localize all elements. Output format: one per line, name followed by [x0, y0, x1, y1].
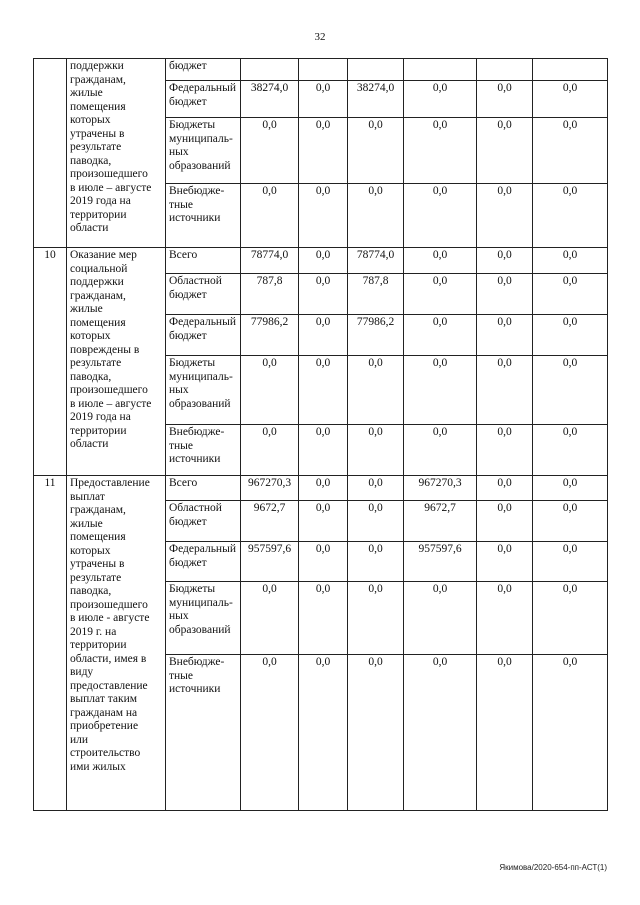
amount-cell: 38274,0: [348, 81, 404, 118]
amount-cell: 0,0: [477, 425, 533, 476]
amount-cell: [404, 59, 477, 81]
measure-name-line: утрачены в: [70, 558, 125, 570]
row-index: 10: [34, 248, 67, 476]
table-row: [34, 248, 608, 274]
measure-name-line: жилые: [70, 517, 103, 530]
measure-name-line: жилые: [70, 87, 103, 99]
measure-name-line: в июле – августе: [70, 397, 152, 410]
amount-cell: 0,0: [404, 248, 477, 274]
amount-cell: 0,0: [299, 542, 348, 582]
amount-cell: 0,0: [404, 184, 477, 248]
measure-name-line: ими жилых: [70, 760, 126, 773]
amount-cell: 0,0: [299, 81, 348, 118]
amount-cell: [533, 59, 608, 81]
measure-name-line: территории: [70, 424, 127, 437]
measure-name-line: гражданам,: [70, 73, 126, 86]
funding-source: Федеральный бюджет: [166, 542, 241, 582]
amount-cell: 0,0: [404, 425, 477, 476]
measure-name-line: 2019 года на: [70, 411, 131, 423]
measure-name-line: результате: [70, 141, 122, 153]
amount-cell: 0,0: [241, 118, 299, 184]
amount-cell: 0,0: [241, 655, 299, 811]
funding-source: Бюджеты муниципаль-ных образований: [166, 356, 241, 425]
amount-cell: 0,0: [477, 118, 533, 184]
amount-cell: 0,0: [404, 81, 477, 118]
amount-cell: 0,0: [533, 655, 608, 811]
amount-cell: 0,0: [533, 248, 608, 274]
amount-cell: 0,0: [299, 425, 348, 476]
measure-name-line: результате: [70, 357, 122, 369]
amount-cell: 0,0: [348, 582, 404, 655]
measure-name: [67, 476, 166, 811]
measure-name-line: Оказание мер: [70, 249, 137, 261]
measure-name-line: которых: [70, 114, 111, 126]
measure-name-line: виду: [70, 666, 94, 678]
measure-name-line: области: [70, 438, 109, 450]
amount-cell: 967270,3: [404, 476, 477, 501]
amount-cell: 9672,7: [241, 501, 299, 542]
amount-cell: 957597,6: [241, 542, 299, 582]
amount-cell: 0,0: [533, 81, 608, 118]
funding-source: Всего: [166, 476, 241, 501]
amount-cell: [348, 59, 404, 81]
amount-cell: 0,0: [348, 655, 404, 811]
amount-cell: 78774,0: [241, 248, 299, 274]
measure-name-line: 2019 года на: [70, 195, 131, 207]
amount-cell: [299, 59, 348, 81]
measure-name-line: территории: [70, 208, 127, 221]
measure-name-line: жилые: [70, 303, 103, 315]
measure-name-line: утрачены в: [70, 127, 125, 140]
amount-cell: 0,0: [477, 81, 533, 118]
amount-cell: 0,0: [404, 118, 477, 184]
measure-name-line: области: [70, 222, 109, 234]
table-row: [34, 476, 608, 501]
measure-name-line: приобретение: [70, 720, 139, 732]
measure-name: [67, 59, 166, 248]
amount-cell: 967270,3: [241, 476, 299, 501]
amount-cell: 0,0: [533, 582, 608, 655]
funding-source: Областной бюджет: [166, 274, 241, 315]
amount-cell: 9672,7: [404, 501, 477, 542]
measure-name-line: повреждены в: [70, 343, 140, 356]
amount-cell: 0,0: [533, 501, 608, 542]
measure-name-line: паводка,: [70, 585, 112, 597]
measure-name-line: поддержки: [70, 276, 124, 288]
amount-cell: 0,0: [348, 501, 404, 542]
amount-cell: 0,0: [533, 184, 608, 248]
amount-cell: 0,0: [348, 542, 404, 582]
amount-cell: 0,0: [299, 655, 348, 811]
amount-cell: 0,0: [348, 118, 404, 184]
amount-cell: 0,0: [477, 582, 533, 655]
amount-cell: 787,8: [348, 274, 404, 315]
amount-cell: 0,0: [477, 184, 533, 248]
amount-cell: 0,0: [299, 274, 348, 315]
amount-cell: 0,0: [404, 655, 477, 811]
measure-name-line: гражданам,: [70, 289, 126, 302]
amount-cell: 0,0: [533, 356, 608, 425]
measure-name-line: области, имея в: [70, 652, 147, 665]
measure-name-line: строительство: [70, 747, 141, 759]
measure-name-line: произошедшего: [70, 598, 148, 611]
amount-cell: 0,0: [348, 184, 404, 248]
measure-name-line: произошедшего: [70, 168, 148, 180]
amount-cell: 0,0: [477, 476, 533, 501]
amount-cell: 0,0: [533, 315, 608, 356]
amount-cell: 0,0: [477, 248, 533, 274]
measure-name-line: 2019 г. на: [70, 625, 117, 638]
row-index: [34, 59, 67, 248]
amount-cell: 0,0: [533, 542, 608, 582]
row-index: 11: [34, 476, 67, 811]
measure-name-line: Предоставление: [70, 477, 150, 489]
amount-cell: [477, 59, 533, 81]
amount-cell: 0,0: [299, 476, 348, 501]
amount-cell: 0,0: [299, 582, 348, 655]
amount-cell: 0,0: [348, 476, 404, 501]
table-row: [34, 59, 608, 81]
funding-source: Федеральный бюджет: [166, 81, 241, 118]
amount-cell: 787,8: [241, 274, 299, 315]
funding-source: Бюджеты муниципаль-ных образований: [166, 582, 241, 655]
measure-name-line: паводка,: [70, 370, 112, 383]
measure-name-line: в июле - августе: [70, 612, 150, 624]
funding-source: Федеральный бюджет: [166, 315, 241, 356]
measure-name-line: территории: [70, 639, 127, 651]
measure-name-line: помещения: [70, 100, 126, 113]
measure-name-line: результате: [70, 571, 122, 584]
measure-name-line: паводка,: [70, 154, 112, 167]
measure-name-line: или: [70, 733, 89, 746]
amount-cell: 0,0: [404, 315, 477, 356]
amount-cell: 77986,2: [241, 315, 299, 356]
amount-cell: 78774,0: [348, 248, 404, 274]
amount-cell: 0,0: [299, 501, 348, 542]
measure-name-line: гражданам,: [70, 504, 126, 516]
measure-name-line: выплат таким: [70, 693, 138, 705]
amount-cell: 0,0: [299, 118, 348, 184]
funding-source: Внебюдже-тные источники: [166, 184, 241, 248]
amount-cell: 0,0: [299, 356, 348, 425]
amount-cell: 38274,0: [241, 81, 299, 118]
amount-cell: 0,0: [404, 356, 477, 425]
amount-cell: 0,0: [477, 542, 533, 582]
amount-cell: 0,0: [533, 118, 608, 184]
amount-cell: 0,0: [348, 356, 404, 425]
amount-cell: 0,0: [404, 582, 477, 655]
amount-cell: 0,0: [477, 356, 533, 425]
measure-name-line: социальной: [70, 262, 128, 275]
funding-source: Всего: [166, 248, 241, 274]
amount-cell: 0,0: [477, 501, 533, 542]
funding-source: Внебюдже-тные источники: [166, 655, 241, 811]
amount-cell: 0,0: [477, 315, 533, 356]
funding-source: Внебюдже-тные источники: [166, 425, 241, 476]
amount-cell: 77986,2: [348, 315, 404, 356]
measure-name: [67, 248, 166, 476]
page-number: 32: [314, 31, 326, 43]
amount-cell: 0,0: [241, 425, 299, 476]
amount-cell: 957597,6: [404, 542, 477, 582]
measure-name-line: поддержки: [70, 60, 124, 72]
amount-cell: 0,0: [241, 184, 299, 248]
amount-cell: 0,0: [477, 274, 533, 315]
amount-cell: 0,0: [348, 425, 404, 476]
amount-cell: 0,0: [533, 274, 608, 315]
amount-cell: 0,0: [299, 315, 348, 356]
funding-source: Областной бюджет: [166, 501, 241, 542]
measure-name-line: произошедшего: [70, 384, 148, 396]
amount-cell: 0,0: [477, 655, 533, 811]
funding-source: бюджет: [166, 59, 241, 81]
amount-cell: 0,0: [404, 274, 477, 315]
budget-table: [33, 58, 608, 811]
measure-name-line: гражданам на: [70, 706, 138, 719]
measure-name-line: которых: [70, 330, 111, 342]
amount-cell: 0,0: [533, 476, 608, 501]
amount-cell: 0,0: [299, 184, 348, 248]
measure-name-line: которых: [70, 544, 111, 557]
measure-name-line: помещения: [70, 316, 126, 329]
measure-name-line: в июле – августе: [70, 181, 152, 194]
footer-code: Якимова/2020-654-пп-АСТ(1): [499, 863, 607, 872]
measure-name-line: выплат: [70, 490, 105, 503]
funding-source: Бюджеты муниципаль-ных образований: [166, 118, 241, 184]
amount-cell: 0,0: [241, 356, 299, 425]
amount-cell: 0,0: [241, 582, 299, 655]
measure-name-line: помещения: [70, 531, 126, 543]
amount-cell: 0,0: [533, 425, 608, 476]
amount-cell: [241, 59, 299, 81]
measure-name-line: предоставление: [70, 679, 148, 692]
amount-cell: 0,0: [299, 248, 348, 274]
